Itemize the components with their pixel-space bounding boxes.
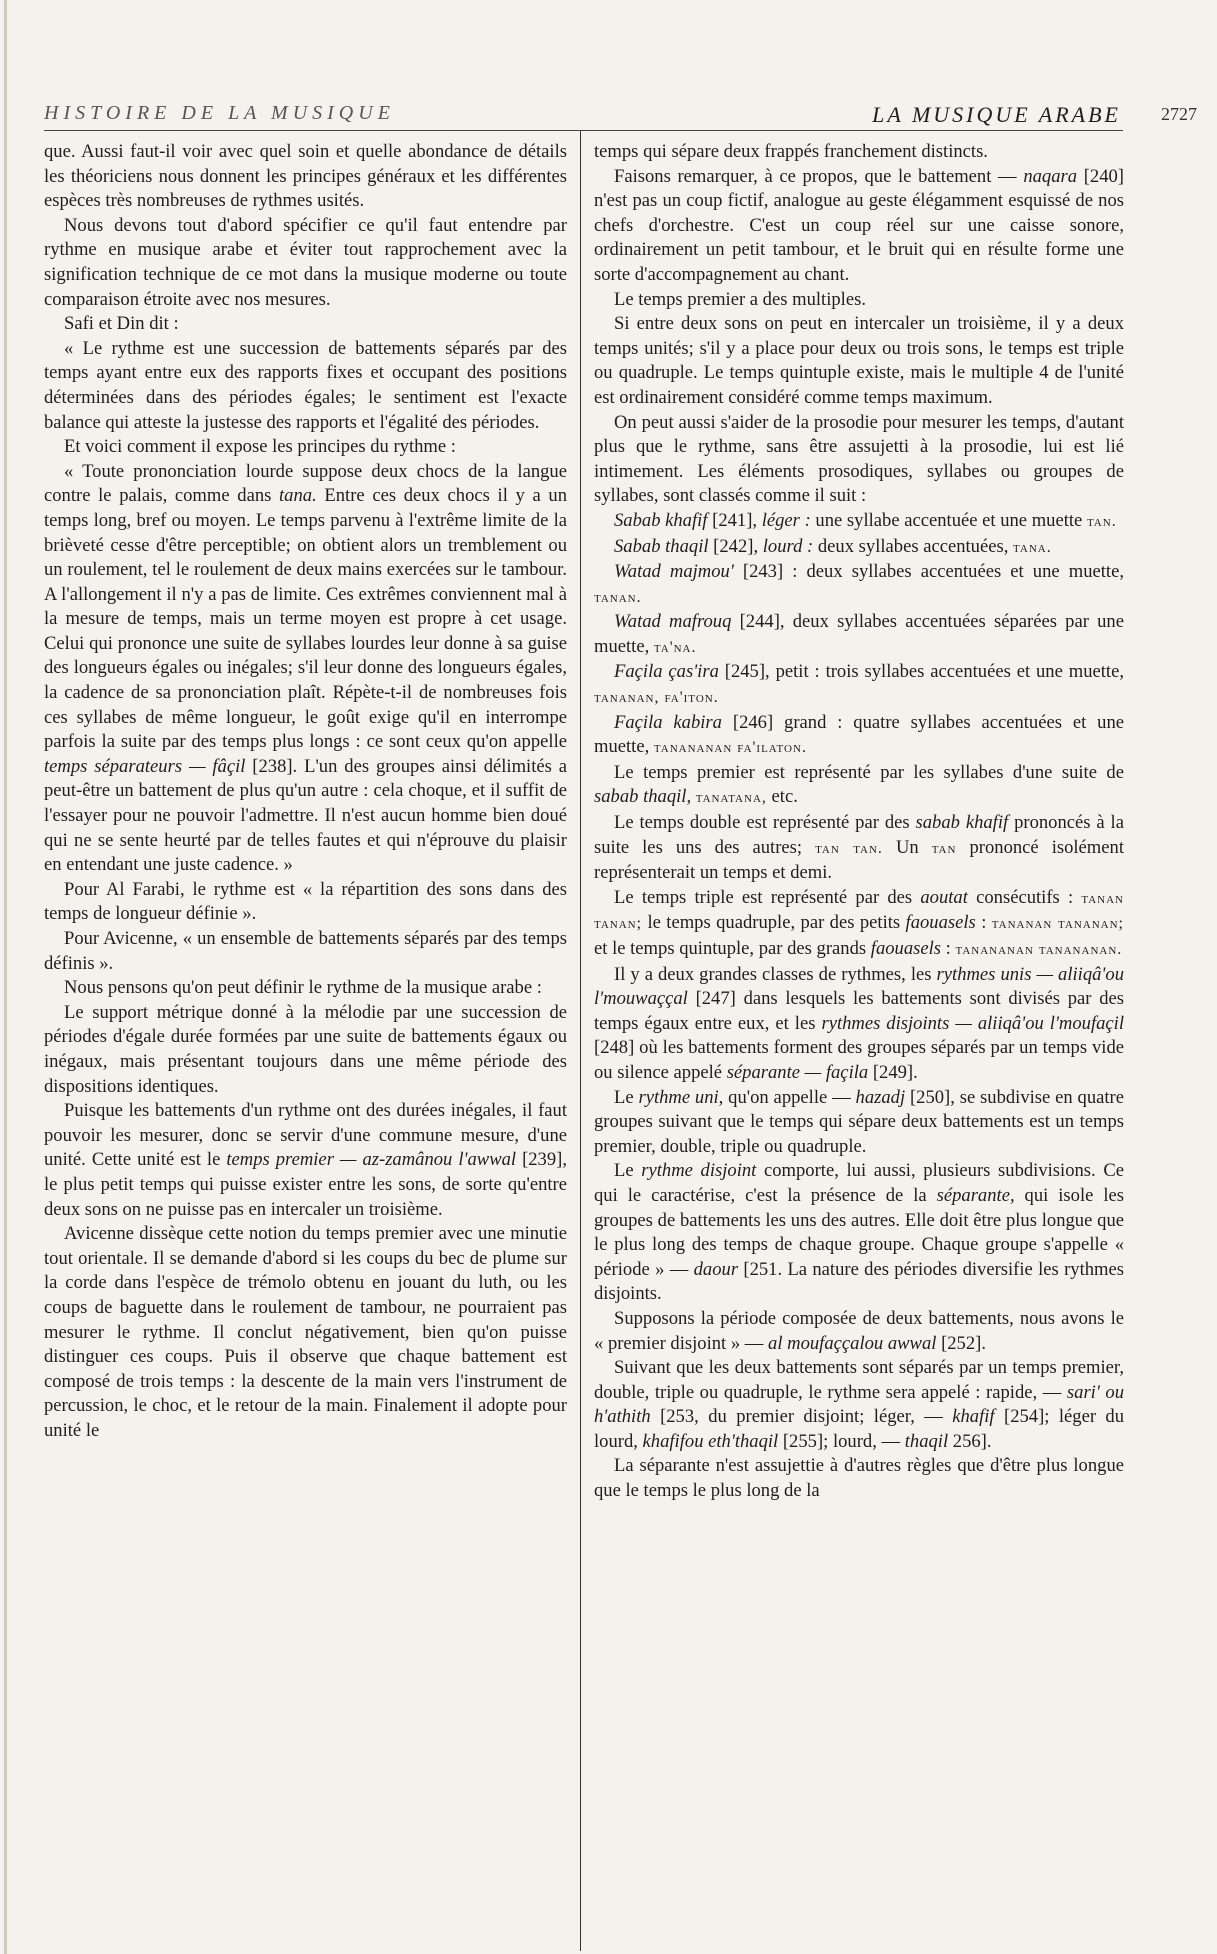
paragraph: Le rythme uni, qu'on appelle — hazadj [250], se subdivise en quatre groupes suivant que le temps qui sépare deux battements est un temps premier, double, triple ou quadruple. xyxy=(594,1086,1124,1157)
paragraph: Avicenne dissèque cette notion du temps premier avec une minutie tout orientale. Il se demande d'abord si les coups du bec de plume sur la corde dans l'espèce de trémolo obtenu en jouant du luth, ou les coups de baguette dans le roulement de tambour, ne pourraient pas mesurer le rythme. Il conclut négativement, bien qu'on puisse distinguer ces coups. Puis il observe que chaque battement est composé de trois temps : la descente de la main vers l'instrument de percussion, le choc, et le retour de la main. Finalement il adopte pour unité le xyxy=(44,1223,567,1441)
paragraph: Safi et Din dit : xyxy=(64,313,179,335)
paragraph: Le temps triple est représenté par des aoutat consécutifs : tanan tanan; le temps quadruple, par des petits faouasels : tananan tananan; et le temps quintuple, par des grands faouasels : tanananan tanananan. xyxy=(594,886,1124,959)
column-divider xyxy=(580,131,581,1951)
header-right-title: LA MUSIQUE ARABE xyxy=(872,102,1121,127)
prosody-item: Watad mafrouq [244], deux syllabes accentuées séparées par une muette, ta'na. xyxy=(594,611,1124,657)
left-column xyxy=(44,140,567,1443)
paragraph: Nous devons tout d'abord spécifier ce qu'il faut entendre par rythme en musique arabe et éviter tout rapprochement avec la signification technique de ce mot dans la musique moderne ou toute comparaison étroite avec nos mesures. xyxy=(44,214,567,310)
paragraph: Le temps double est représenté par des sabab khafif prononcés à la suite les uns des autres; tan tan. Un tan prononcé isolément représenterait un temps et demi. xyxy=(594,812,1124,884)
prosody-item: Watad majmou' [243] : deux syllabes accentuées et une muette, tanan. xyxy=(594,561,1124,606)
paragraph: Pour Avicenne, « un ensemble de battements séparés par des temps définis ». xyxy=(44,928,567,974)
paragraph: Faisons remarquer, à ce propos, que le battement — naqara [240] n'est pas un coup fictif, analogue au geste élégamment esquissé de nos chefs d'orchestre. C'est un coup réel sur une caisse sonore, ordinairement un petit tambour, et le bruit qui en résulte forme une sorte d'accompagnement au chant. xyxy=(594,165,1124,285)
paragraph: Puisque les battements d'un rythme ont des durées inégales, il faut pouvoir les mesurer, donc se servir d'une commune mesure, d'une unité. Cette unité est le temps premier — az-zamânou l'awwal [239], le plus petit temps qui puisse exister entre les sons, de sorte qu'entre deux sons on ne puisse pas en intercaler un troisième. xyxy=(44,1100,567,1220)
paragraph: « Toute prononciation lourde suppose deux chocs de la langue contre le palais, comme dans tana. Entre ces deux chocs il y a un temps long, bref ou moyen. Le temps parvenu à l'extrême limite de la brièveté cesse d'être perceptible; on obtient alors un tremblement ou un roulement, tel le roulement de deux mains exercées sur le tambour. A l'allongement il n'y a pas de limite. Ces extrêmes conviennent mal à la mesure de temps, mais un terme moyen est propre à cet usage. Celui qui prononce une suite de syllabes lourdes leur donne à sa guise des longueurs égales ou inégales; s'il leur donne des longueurs égales, la cadence de sa prononciation plaît. Répète-t-il de nombreuses fois ces syllabes de même longueur, le goût exige qu'il en interrompe parfois la suite par des temps plus longs : ce sont ceux qu'on appelle temps séparateurs — fâçil [238]. L'un des groupes ainsi délimités a peut-être un battement de plus qu'un autre : cela choque, et il suffit de l'essayer pour ne pouvoir l'admettre. Il n'est aucun homme bien doué qui ne se sente heurté par de telles fautes et qui n'éprouve du plaisir en entendant une juste cadence. » xyxy=(44,460,567,876)
page-number: 2727 xyxy=(1161,104,1197,124)
paragraph: Et voici comment il expose les principes du rythme : xyxy=(64,436,456,458)
paragraph: Suivant que les deux battements sont séparés par un temps premier, double, triple ou quadruple, le rythme sera appelé : rapide, — sari' ou h'athith [253, du premier disjoint; léger, — khafif [254]; léger du lourd, khafifou eth'thaqil [255]; lourd, — thaqil 256]. xyxy=(594,1357,1125,1452)
paragraph: Le temps premier est représenté par les syllabes d'une suite de sabab thaqil, tanatana, etc. xyxy=(594,761,1124,808)
paragraph: Pour Al Farabi, le rythme est « la répartition des sons dans des temps de longueur définie ». xyxy=(44,878,567,925)
right-column xyxy=(594,140,1124,1504)
header-rule xyxy=(44,130,1123,131)
paragraph: que. Aussi faut-il voir avec quel soin et quelle abondance de détails les théoriciens nous donnent les principes généraux et les différentes espèces très nombreuses de rythmes usités. xyxy=(44,141,567,212)
paragraph: Nous pensons qu'on peut définir le rythme de la musique arabe : xyxy=(64,977,542,999)
paragraph: On peut aussi s'aider de la prosodie pour mesurer les temps, d'autant plus que le rythme, sans être assujetti à la prosodie, lui est lié intimement. Les éléments prosodiques, syllabes ou groupes de syllabes, sont classés comme il suit : xyxy=(594,411,1124,507)
page-edge xyxy=(4,0,7,1954)
prosody-item: Sabab thaqil [242], lourd : deux syllabes accentuées, tana. xyxy=(614,535,1052,557)
paragraph: Le support métrique donné à la mélodie par une succession de périodes d'égale durée formées par une suite de battements égaux ou inégaux, mais présentant toujours dans une même période des dispositions identiques. xyxy=(44,1001,567,1097)
paragraph: Le rythme disjoint comporte, lui aussi, plusieurs subdivisions. Ce qui le caractérise, c'est la présence de la séparante, qui isole les groupes de battements les uns des autres. Elle doit être plus longue que le plus long des temps de chaque groupe. Chaque groupe s'appelle « période » — daour [251. La nature des périodes diversifie les rythmes disjoints. xyxy=(594,1160,1124,1305)
paragraph: Le temps premier a des multiples. xyxy=(614,288,866,310)
paragraph: Supposons la période composée de deux battements, nous avons le « premier disjoint » — al moufaççalou awwal [252]. xyxy=(594,1307,1124,1354)
paragraph: temps qui sépare deux frappés franchement distincts. xyxy=(594,141,988,162)
prosody-item: Sabab khafif [241], léger : une syllabe accentuée et une muette tan. xyxy=(614,509,1117,531)
prosody-item: Façila ças'ira [245], petit : trois syllabes accentuées et une muette, tananan, fa'iton. xyxy=(594,661,1124,707)
paragraph: Il y a deux grandes classes de rythmes, les rythmes unis — aliiqâ'ou l'mouwaççal [247] dans lesquels les battements sont divisés par des temps égaux entre eux, et les rythmes disjoints — aliiqâ'ou l'moufaçil [248] où les battements forment des groupes séparés par un temps vide ou silence appelé séparante — façila [249]. xyxy=(594,963,1124,1083)
prosody-item: Façila kabira [246] grand : quatre syllabes accentuées et une muette, tanananan fa'ilaton. xyxy=(594,711,1125,758)
header-left-title: HISTOIRE DE LA MUSIQUE xyxy=(44,102,395,124)
paragraph: La séparante n'est assujettie à d'autres règles que d'être plus longue que le temps le plus long de la xyxy=(594,1455,1124,1502)
running-header xyxy=(44,102,1197,132)
paragraph: « Le rythme est une succession de battements séparés par des temps ayant entre eux des rapports fixes et occupant des positions déterminées dans des périodes égales; le sentiment est l'exacte balance qui atteste la justesse des rapports et l'égalité des périodes. xyxy=(44,337,567,433)
paragraph: Si entre deux sons on peut en intercaler un troisième, il y a deux temps unités; s'il y a place pour deux ou trois sons, le temps est triple ou quadruple. Le temps quintuple existe, mais le multiple 4 de l'unité est ordinairement considéré comme temps maximum. xyxy=(594,313,1124,408)
